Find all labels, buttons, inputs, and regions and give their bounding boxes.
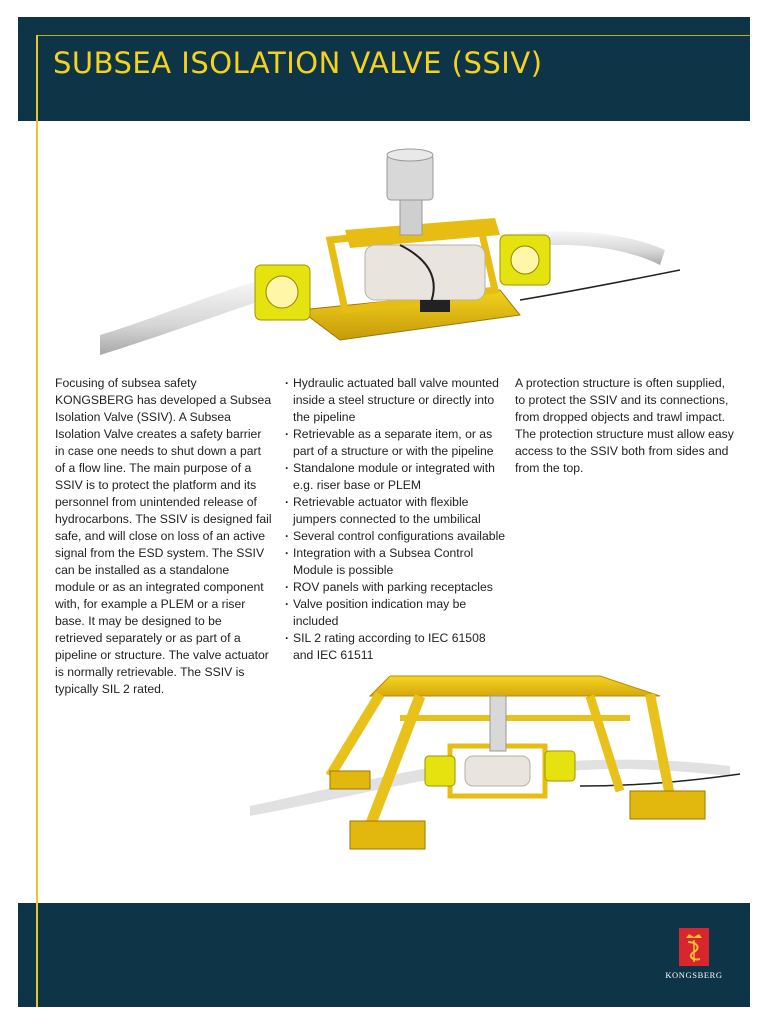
accent-rule bbox=[36, 35, 38, 1007]
page-title: SUBSEA ISOLATION VALVE (SSIV) bbox=[53, 46, 543, 80]
list-item: · Retrievable actuator with flexible jumpers connected to the umbilical bbox=[285, 494, 507, 528]
logo-wordmark: KONGSBERG bbox=[665, 970, 723, 980]
list-item: · Integration with a Subsea Control Module is possible bbox=[285, 545, 507, 579]
crown-shield-icon bbox=[679, 928, 709, 966]
list-item: · Retrievable as a separate item, or as part of a structure or with the pipeline bbox=[285, 426, 507, 460]
features-list bbox=[285, 375, 507, 664]
list-item: · SIL 2 rating according to IEC 61508 and IEC 61511 bbox=[285, 630, 507, 664]
protection-structure-image bbox=[250, 636, 740, 876]
list-item: · ROV panels with parking receptacles bbox=[285, 579, 507, 596]
footer-band bbox=[18, 903, 750, 1007]
ssiv-module-image bbox=[100, 140, 680, 362]
protection-text: A protection structure is often supplied, to protect the SSIV and its connections, from dropped objects and trawl impact. The protection structure must allow easy access to the SSIV both from sides and from the top. bbox=[515, 376, 734, 475]
accent-rule-top bbox=[36, 35, 750, 36]
kongsberg-logo bbox=[664, 928, 724, 988]
list-item: · Hydraulic actuated ball valve mounted inside a steel structure or directly into the pipeline bbox=[285, 375, 507, 426]
features-column bbox=[285, 375, 507, 664]
intro-column bbox=[55, 375, 272, 698]
protection-column bbox=[515, 375, 737, 477]
list-item: · Valve position indication may be included bbox=[285, 596, 507, 630]
list-item: · Standalone module or integrated with e.g. riser base or PLEM bbox=[285, 460, 507, 494]
list-item: · Several control configurations available bbox=[285, 528, 507, 545]
intro-text: Focusing of subsea safety KONGSBERG has developed a Subsea Isolation Valve (SSIV). A Subsea Isolation Valve creates a safety barrier in case one needs to shut down a part of a flow line. The main purpose of a SSIV is to protect the platform and its personnel from unintended release of hydrocarbons. The SSIV is designed fail safe, and will close on loss of an active signal from the ESD system. The SSIV can be installed as a standalone module or as an integrated component with, for example a PLEM or a riser base. It may be designed to be retrieved separately or as part of a pipeline or structure. The valve actuator is normally retrievable. The SSIV is typically SIL 2 rated. bbox=[55, 376, 272, 696]
